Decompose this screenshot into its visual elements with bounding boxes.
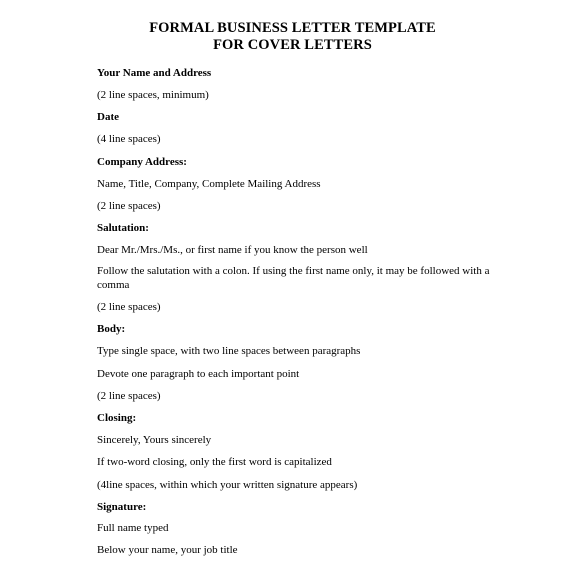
document-title-line-1: FORMAL BUSINESS LETTER TEMPLATE <box>149 20 436 36</box>
text-line: Devote one paragraph to each important point <box>97 368 300 380</box>
document-title-line-2: FOR COVER LETTERS <box>213 37 372 53</box>
heading-body: Body: <box>97 323 126 335</box>
text-line: (2 line spaces) <box>97 200 161 212</box>
heading-date: Date <box>97 111 119 123</box>
text-line: (2 line spaces, minimum) <box>97 89 209 101</box>
heading-signature: Signature: <box>97 501 147 513</box>
text-line: (4line spaces, within which your written signature appears) <box>97 479 358 491</box>
text-line: If two-word closing, only the first word is capitalized <box>97 456 332 468</box>
text-line: Type single space, with two line spaces between paragraphs <box>97 345 361 357</box>
text-line: Dear Mr./Mrs./Ms., or first name if you know the person well <box>97 244 368 256</box>
heading-your-name-and-address: Your Name and Address <box>97 67 212 79</box>
text-line: Sincerely, Yours sincerely <box>97 434 212 446</box>
text-line: Below your name, your job title <box>97 544 238 556</box>
heading-company-address: Company Address: <box>97 156 187 168</box>
text-line: Full name typed <box>97 522 169 534</box>
text-line: Name, Title, Company, Complete Mailing Address <box>97 178 321 190</box>
text-line: (4 line spaces) <box>97 133 161 145</box>
text-paragraph: Follow the salutation with a colon. If using the first name only, it may be followed with a comma <box>97 265 490 291</box>
text-line: (2 line spaces) <box>97 390 161 402</box>
heading-salutation: Salutation: <box>97 222 149 234</box>
heading-closing: Closing: <box>97 412 137 424</box>
text-line: (2 line spaces) <box>97 301 161 313</box>
